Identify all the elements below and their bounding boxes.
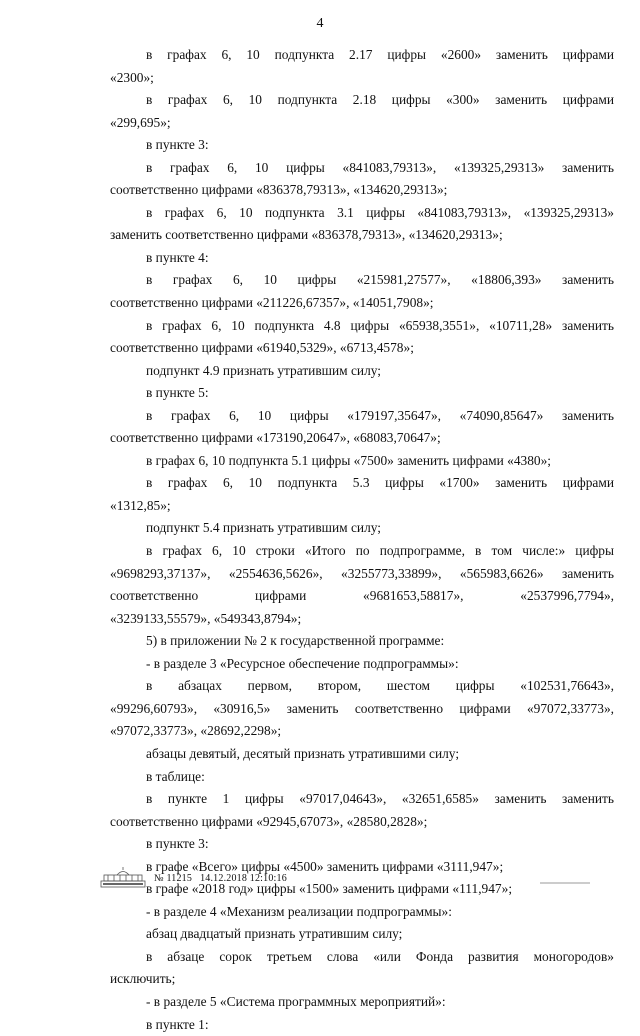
paragraph-line: «299,695»; <box>110 114 171 130</box>
paragraph-line: заменить соответственно цифрами «836378,79313», «134620,29313»; <box>110 227 503 243</box>
paragraph-line: в абзаце сорок третьем слова «или Фонда развития моногородов» <box>146 948 614 964</box>
footer-stamp <box>100 866 287 890</box>
paragraph-line: подпункт 4.9 признать утратившим силу; <box>146 362 381 378</box>
document-timestamp: 14.12.2018 12:10:16 <box>200 872 287 884</box>
paragraph-line: исключить; <box>110 971 176 987</box>
paragraph-line: соответственно цифрами «173190,20647», «68083,70647»; <box>110 430 441 446</box>
paragraph-line: в графах 6, 10 строки «Итого по подпрограмме, в том числе:» цифры <box>146 543 614 559</box>
paragraph-line: в графах 6, 10 подпункта 5.1 цифры «7500» заменить цифрами «4380»; <box>146 452 552 468</box>
paragraph-line: в графе «2018 год» цифры «1500» заменить цифрами «111,947»; <box>146 881 513 897</box>
paragraph-line: - в разделе 4 «Механизм реализации подпрограммы»: <box>146 903 452 919</box>
paragraph-line: 5) в приложении № 2 к государственной программе: <box>146 633 445 649</box>
paragraph-line: соответственно цифрами «61940,5329», «6713,4578»; <box>110 340 414 356</box>
paragraph-line: «97072,33773», «28692,2298»; <box>110 723 282 739</box>
paragraph-line: в графах 6, 10 подпункта 2.18 цифры «300» заменить цифрами <box>146 92 614 108</box>
paragraph-line: соответственно цифрами «211226,67357», «14051,7908»; <box>110 295 434 311</box>
paragraph-line: в пункте 1 цифры «97017,04643», «32651,6585» заменить заменить <box>146 791 614 807</box>
paragraph-line: - в разделе 5 «Система программных мероприятий»: <box>146 993 446 1009</box>
paragraph-line: в графах 6, 10 подпункта 2.17 цифры «2600» заменить цифрами <box>146 47 614 62</box>
paragraph-line: в пункте 5: <box>146 385 209 401</box>
paragraph-line: «2300»; <box>110 69 154 85</box>
paragraph-line: абзац двадцатый признать утратившим силу; <box>146 926 403 942</box>
paragraph-line: в пункте 4: <box>146 249 209 265</box>
paragraph-line: в таблице: <box>146 768 205 784</box>
paragraph-line: соответственно цифрами «92945,67073», «28580,2828»; <box>110 813 428 829</box>
page-number: 4 <box>316 16 324 31</box>
paragraph-line: в абзацах первом, втором, шестом цифры «102531,76643», <box>146 678 614 694</box>
paragraph-line: в графах 6, 10 подпункта 5.3 цифры «1700» заменить цифрами <box>146 475 614 491</box>
paragraph-line: в пункте 3: <box>146 836 209 852</box>
paragraph-line: абзацы девятый, десятый признать утратившими силу; <box>146 745 460 761</box>
document-number: № 11215 <box>154 872 193 884</box>
government-seal-icon <box>100 867 146 889</box>
paragraph-line: «3239133,55579», «549343,8794»; <box>110 610 302 626</box>
scan-mark <box>540 882 590 884</box>
paragraph-line: подпункт 5.4 признать утратившим силу; <box>146 520 381 536</box>
paragraph-line: в пункте 3: <box>146 137 209 153</box>
paragraph-line: «9698293,37137», «2554636,5626», «3255773,33899», «565983,6626» заменить <box>110 565 614 581</box>
paragraph-line: соответственно цифрами «836378,79313», «134620,29313»; <box>110 182 448 198</box>
paragraph-line: - в разделе 3 «Ресурсное обеспечение подпрограммы»: <box>146 655 459 671</box>
paragraph-line: в графах 6, 10 подпункта 3.1 цифры «841083,79313», «139325,29313» <box>146 204 614 220</box>
paragraph-line: в графах 6, 10 цифры «179197,35647», «74090,85647» заменить <box>146 407 614 423</box>
paragraph-line: в графе «Всего» цифры «4500» заменить цифрами «3111,947»; <box>146 858 504 874</box>
paragraph-line: в графах 6, 10 подпункта 4.8 цифры «65938,3551», «10711,28» заменить <box>146 317 614 333</box>
paragraph-line: соответственно цифрами «9681653,58817», «2537996,7794», <box>110 588 614 604</box>
paragraph-line: в пункте 1: <box>146 1016 209 1032</box>
paragraph-line: «99296,60793», «30916,5» заменить соответственно цифрами «97072,33773», <box>110 700 614 716</box>
paragraph-line: «1312,85»; <box>110 497 171 513</box>
paragraph-line: в графах 6, 10 цифры «841083,79313», «139325,29313» заменить <box>146 159 614 175</box>
paragraph-line: в графах 6, 10 цифры «215981,27577», «18806,393» заменить <box>146 272 614 288</box>
